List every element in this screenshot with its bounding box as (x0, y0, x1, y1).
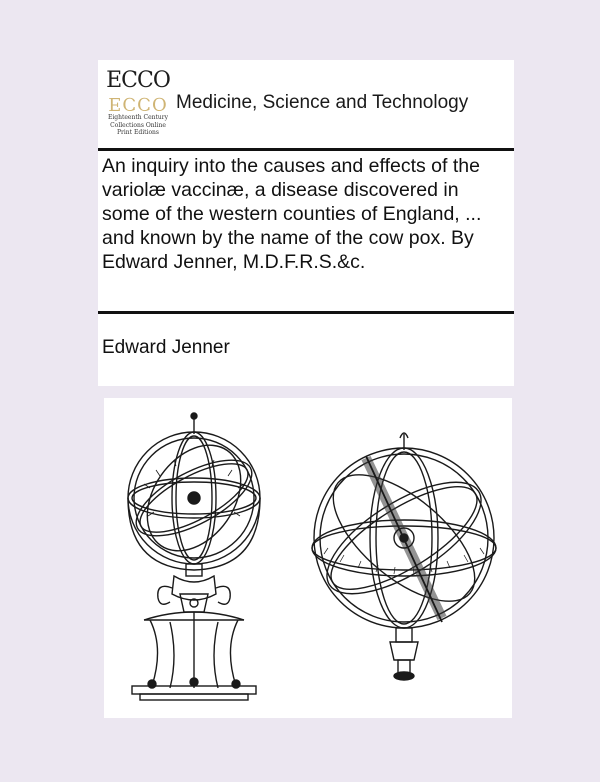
illustration (104, 398, 512, 718)
title-rule-bottom (98, 311, 514, 314)
title-panel (98, 60, 514, 386)
illustration-panel (104, 398, 512, 718)
ecco-logo (106, 70, 170, 148)
logo-mark-mirror: ECCO (108, 93, 168, 114)
book-title: An inquiry into the causes and effects of the variolæ vaccinæ, a disease discovered in some of the western counties of England, ... and known by the name of the cow pox. By Edward Jenner, M.D.F.R.S.&c. (102, 155, 482, 273)
title-rule-top (98, 148, 514, 151)
author-name: Edward Jenner (102, 337, 230, 358)
series-title: Medicine, Science and Technology (176, 92, 469, 113)
armillary-sphere-stand-icon (125, 413, 262, 700)
logo-mark: ECCO (106, 68, 170, 93)
armillary-sphere-globe-icon (310, 433, 497, 680)
logo-caption: Eighteenth Century Collections Online Print Editions (107, 114, 169, 136)
